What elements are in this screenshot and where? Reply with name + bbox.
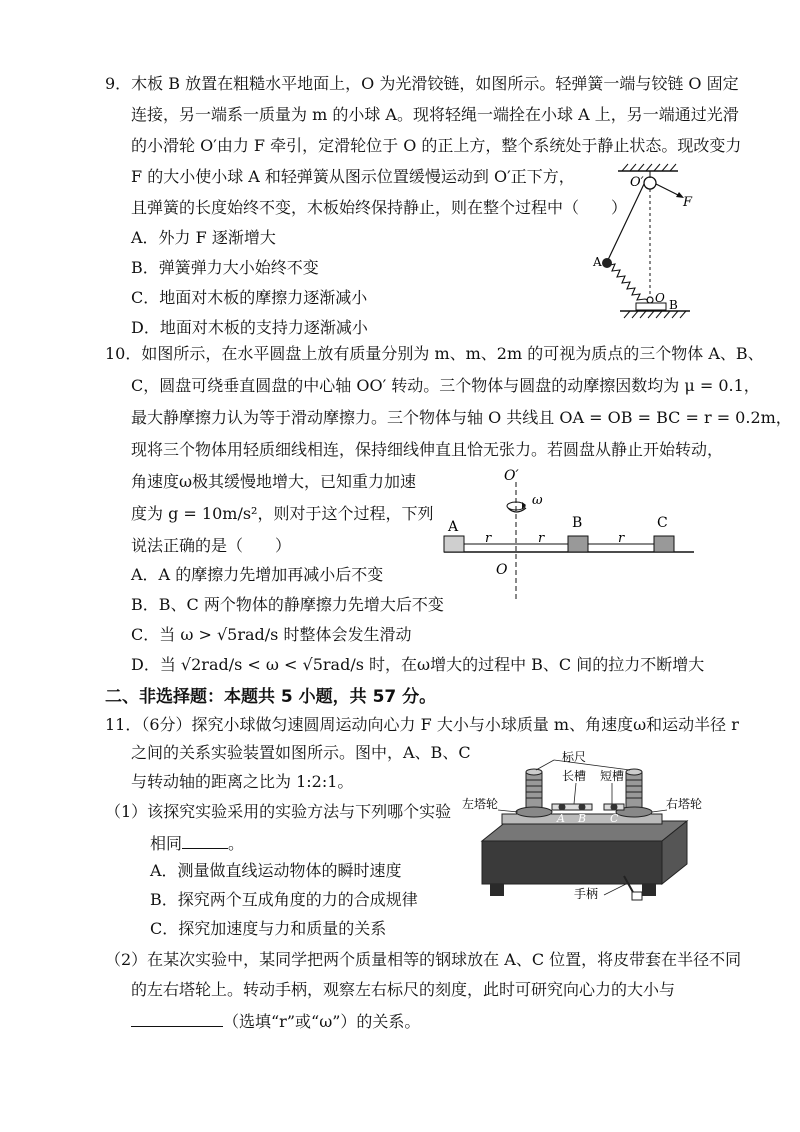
q11-fig-label-a: A [557,812,565,825]
q11-part-2-suffix: （选填“r”或“ω”）的关系。 [223,1012,421,1031]
q11-fig-label-changcao: 长槽 [562,769,587,783]
q9-line-2: 连接，另一端系一质量为 m 的小球 A。现将轻绳一端拴在小球 A 上，另一端通过光滑 [131,105,739,124]
q11-fig-label-youtalun: 右塔轮 [666,797,702,811]
q10-fig-label-r3: r [618,531,625,546]
q9-figure [590,162,700,324]
q10-line-3: 最大静摩擦力认为等于滑动摩擦力。三个物体与轴 O 共线且 OA = OB = BC = r = 0.2m， [131,408,792,427]
q9-fig-label-o: O [655,291,665,305]
q10-line-6: 度为 g = 10m/s²，则对于这个过程，下列 [131,504,434,523]
q11-line-1: 11．（6分）探究小球做匀速圆周运动向心力 F 大小与小球质量 m、角速度ω和运动半径 r [105,715,739,734]
q10-fig-label-o: O [496,562,508,578]
q10-option-c[interactable]: C．当 ω > √5rad/s 时整体会发生滑动 [131,625,412,644]
q10-fig-label-oprime: O′ [504,468,519,484]
q10-line-7: 说法正确的是（ ） [131,536,292,555]
q10-line-2: C，圆盘可绕垂直圆盘的中心轴 OO′ 转动。三个物体与圆盘的动摩擦因数均为 μ = 0.1， [131,376,760,395]
q10-fig-label-a: A [448,519,459,535]
q10-option-a[interactable]: A．A 的摩擦力先增加再减小后不变 [131,565,384,584]
q11-part-1-answer-blank[interactable] [182,830,228,849]
q10-fig-label-omega: ω [532,493,543,508]
q9-line-5: 且弹簧的长度始终不变，木板始终保持静止，则在整个过程中（ ） [131,198,628,217]
q9-fig-label-b: B [669,298,678,312]
q10-line-5: 角速度ω极其缓慢地增大，已知重力加速 [131,472,417,491]
q11-line-2: 之间的关系实验装置如图所示。图中，A、B、C [131,743,471,762]
q9-option-a[interactable]: A．外力 F 逐渐增大 [131,228,276,247]
q9-option-b[interactable]: B．弹簧弹力大小始终不变 [131,258,319,277]
q10-option-d[interactable]: D．当 √2rad/s < ω < √5rad/s 时，在ω增大的过程中 B、C 间的拉力不断增大 [131,655,705,674]
q11-fig-label-c: C [610,812,619,825]
q11-fig-label-duancao: 短槽 [600,769,625,783]
q11-option-b[interactable]: B．探究两个互成角度的力的合成规律 [150,890,418,909]
q11-part-1-prefix: 相同 [150,834,183,853]
q10-fig-label-c: C [657,515,668,531]
q11-option-c[interactable]: C．探究加速度与力和质量的关系 [150,919,387,938]
q11-part-2-line-3 [131,1008,420,1034]
q11-fig-label-biaochi: 标尺 [562,750,587,764]
q10-option-b[interactable]: B．B、C 两个物体的静摩擦力先增大后不变 [131,595,444,614]
q11-option-a[interactable]: A．测量做直线运动物体的瞬时速度 [150,861,402,880]
q10-line-4: 现将三个物体用轻质细线相连，保持细线伸直且恰无张力。若圆盘从静止开始转动， [131,440,724,459]
q9-option-c[interactable]: C．地面对木板的摩擦力逐渐减小 [131,288,368,307]
q11-part-1-line-2 [150,830,244,856]
q11-part-2-line-2: 的左右塔轮上。转动手柄，观察左右标尺的刻度，此时可研究向心力的大小与 [131,980,676,999]
q9-line-1: 9．木板 B 放置在粗糙水平地面上，O 为光滑铰链，如图所示。轻弹簧一端与铰链 O 固定 [105,74,739,93]
q9-fig-label-a: A [593,255,602,269]
section-2-heading: 二、非选择题：本题共 5 小题，共 57 分。 [105,687,437,707]
q11-fig-label-shoubing: 手柄 [574,887,599,901]
q11-part-2-answer-blank[interactable] [131,1008,223,1027]
q11-fig-label-zuotalun: 左塔轮 [462,797,499,811]
q11-part-2-line-1: （2）在某次实验中，某同学把两个质量相等的钢球放在 A、C 位置，将皮带套在半径不同 [105,950,742,969]
q10-fig-label-b: B [572,515,583,531]
q9-fig-label-oprime: O′ [630,175,644,190]
q9-option-d[interactable]: D．地面对木板的支持力逐渐减小 [131,318,368,337]
q11-part-1-line-1: （1）该探究实验采用的实验方法与下列哪个实验 [105,802,452,821]
q11-apparatus-figure [462,746,702,906]
q11-fig-label-b: B [578,812,587,825]
q10-figure [438,464,700,604]
q9-line-4: F 的大小使小球 A 和轻弹簧从图示位置缓慢运动到 O′正下方， [131,167,575,186]
q11-part-1-suffix: 。 [228,834,245,853]
q9-line-3: 的小滑轮 O′由力 F 牵引，定滑轮位于 O 的正上方，整个系统处于静止状态。现改变力 [131,136,742,155]
q11-line-3: 与转动轴的距离之比为 1:2:1。 [131,772,354,791]
q10-line-1: 10．如图所示，在水平圆盘上放有质量分别为 m、m、2m 的可视为质点的三个物体 A、B、 [105,344,764,363]
q10-fig-label-r1: r [485,531,492,546]
q10-fig-label-r2: r [538,531,545,546]
q9-fig-label-f: F [683,195,693,210]
